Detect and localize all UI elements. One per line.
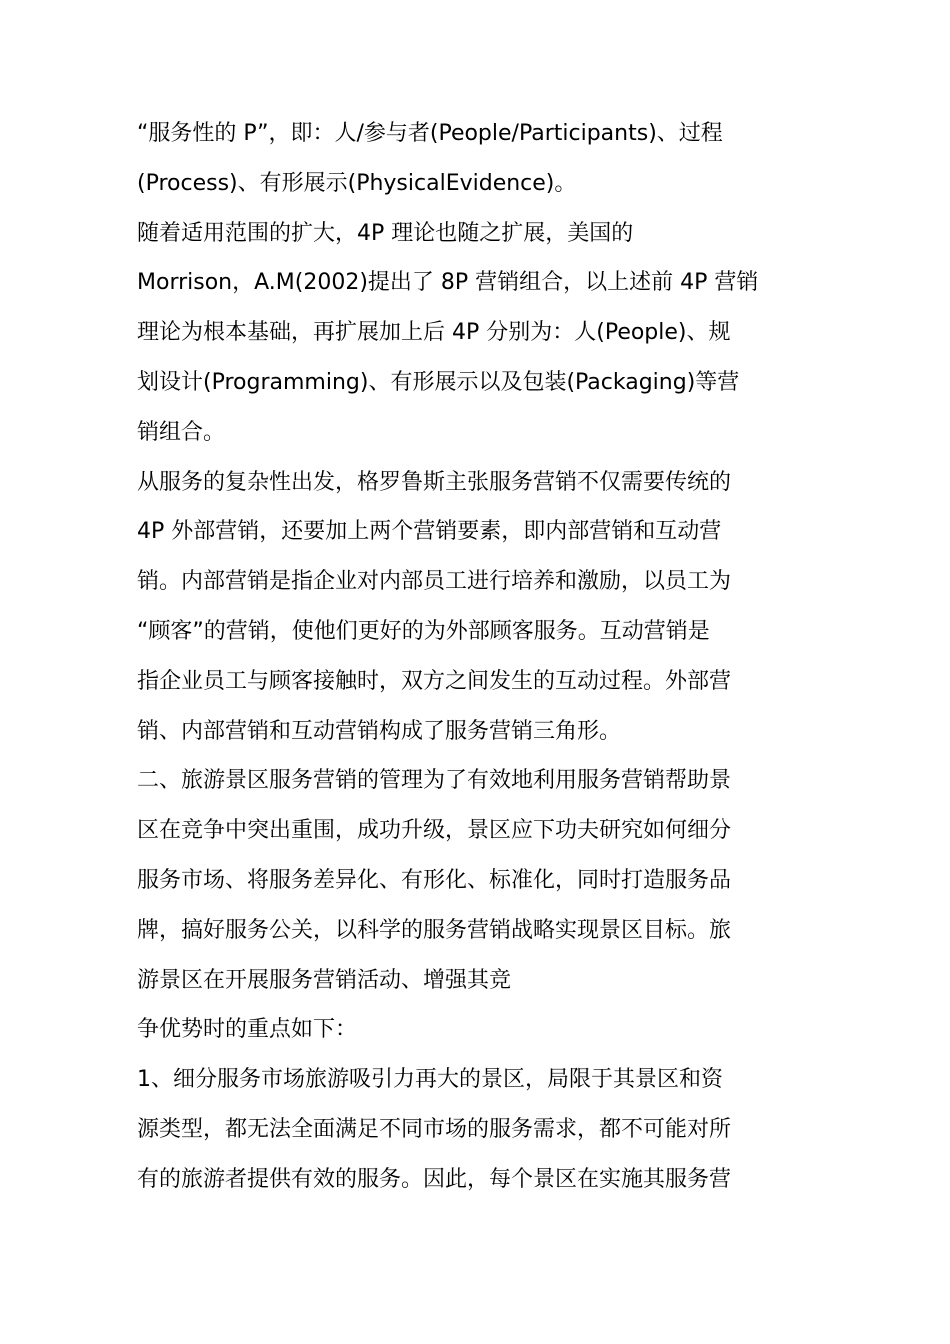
text-line: 随着适用范围的扩大，4P 理论也随之扩展，美国的 [137, 220, 634, 246]
text-line: 牌，搞好服务公关，以科学的服务营销战略实现景区目标。旅 [137, 917, 732, 943]
text-line: 源类型，都无法全面满足不同市场的服务需求，都不可能对所 [137, 1116, 732, 1142]
paragraph-8p-marketing [137, 209, 817, 458]
text-line: Morrison，A.M(2002)提出了 8P 营销组合，以上述前 4P 营销 [137, 270, 759, 296]
text-line: 游景区在开展服务营销活动、增强其竞 [137, 967, 512, 993]
text-line: 有的旅游者提供有效的服务。因此，每个景区在实施其服务营 [137, 1166, 732, 1192]
paragraph-key-points-intro [137, 1005, 817, 1055]
text-line: 从服务的复杂性出发，格罗鲁斯主张服务营销不仅需要传统的 [137, 469, 732, 495]
text-line: “顾客”的营销，使他们更好的为外部顾客服务。互动营销是 [137, 618, 710, 644]
paragraph-service-triangle [137, 458, 817, 757]
text-line: 销组合。 [137, 419, 226, 445]
text-line: 销。内部营销是指企业对内部员工进行培养和激励，以员工为 [137, 569, 732, 595]
text-line: 4P 外部营销，还要加上两个营销要素，即内部营销和互动营 [137, 519, 722, 545]
text-line: 理论为根本基础，再扩展加上后 4P 分别为：人(People)、规 [137, 320, 731, 346]
text-line: “服务性的 P”，即：人/参与者(People/Participants)、过程 [137, 121, 723, 146]
text-line: 指企业员工与顾客接触时，双方之间发生的互动过程。外部营 [137, 668, 732, 694]
text-line: 服务市场、将服务差异化、有形化、标准化，同时打造服务品 [137, 867, 732, 893]
paragraph-section-two [137, 756, 817, 1005]
text-line: 1、细分服务市场旅游吸引力再大的景区，局限于其景区和资 [137, 1067, 723, 1093]
paragraph-service-p [137, 109, 817, 209]
text-line: 划设计(Programming)、有形展示以及包装(Packaging)等营 [137, 369, 740, 395]
text-line: 争优势时的重点如下： [137, 1017, 358, 1043]
paragraph-point-one [137, 1055, 817, 1204]
text-line: (Process)、有形展示(PhysicalEvidence)。 [137, 170, 577, 196]
text-line: 二、旅游景区服务营销的管理为了有效地利用服务营销帮助景 [137, 768, 732, 794]
text-line: 销、内部营销和互动营销构成了服务营销三角形。 [137, 718, 622, 744]
text-line: 区在竞争中突出重围，成功升级，景区应下功夫研究如何细分 [137, 818, 732, 844]
document-body [137, 109, 817, 1205]
